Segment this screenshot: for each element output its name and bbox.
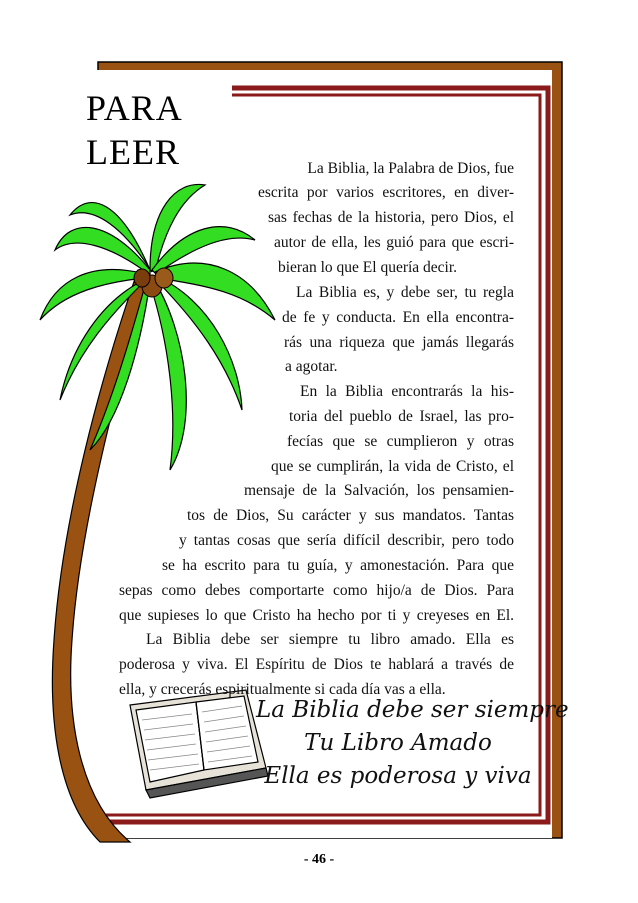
text-line: poderosa y viva. El Espíritu de Dios te hablará a través de (119, 656, 514, 673)
text-line: La Biblia es, y debe ser, tu regla (296, 284, 514, 301)
text-line: escrita por varios escritores, en diver- (258, 184, 514, 201)
text-line: de fe y conducta. En ella encontra- (282, 309, 514, 326)
title-line-para: PARA (86, 88, 183, 128)
text-line: La Biblia, la Palabra de Dios, fue (307, 160, 514, 177)
text-line: que supieses lo que Cristo ha hecho por ti y creyeses en El. (119, 607, 514, 624)
text-line: mensaje de la Salvación, los pensamien- (244, 482, 514, 499)
text-line: fecías que se cumplieron y otras (287, 433, 514, 450)
page-number: - 46 - (303, 852, 335, 867)
text-line: y tantas cosas que sería difícil describir, pero todo (179, 532, 514, 549)
title-line-leer: LEER (86, 132, 180, 172)
text-line: bieran lo que El quería decir. (278, 259, 458, 276)
text-line: toria del pueblo de Israel, las pro- (289, 408, 514, 425)
text-line: autor de ella, les guió para que escri- (274, 234, 514, 251)
page-title (86, 86, 183, 174)
text-line: a agotar. (285, 358, 338, 375)
text-line: tos de Dios, Su carácter y sus mandatos. Tantas (187, 507, 514, 524)
motto-line-3: Ella es poderosa y viva (264, 763, 532, 789)
text-line: En la Biblia encontrarás la his- (300, 383, 514, 400)
motto-line-2: Tu Libro Amado (304, 730, 492, 756)
text-line: que se cumplirán, la vida de Cristo, el (271, 458, 514, 475)
text-line: se ha escrito para tu guía, y amonestación. Para que (162, 557, 514, 574)
motto-line-1: La Biblia debe ser siempre (256, 697, 569, 723)
text-line: rás una riqueza que jamás llegarás (284, 334, 514, 351)
text-line: sas fechas de la historia, pero Dios, el (268, 209, 514, 226)
text-line: ella, y crecerás espiritualmente si cada día vas a ella. (119, 681, 446, 698)
text-line: La Biblia debe ser siempre tu libro amado. Ella es (146, 631, 514, 648)
text-line: sepas como debes comportarte como hijo/a de Dios. Para (119, 582, 514, 599)
